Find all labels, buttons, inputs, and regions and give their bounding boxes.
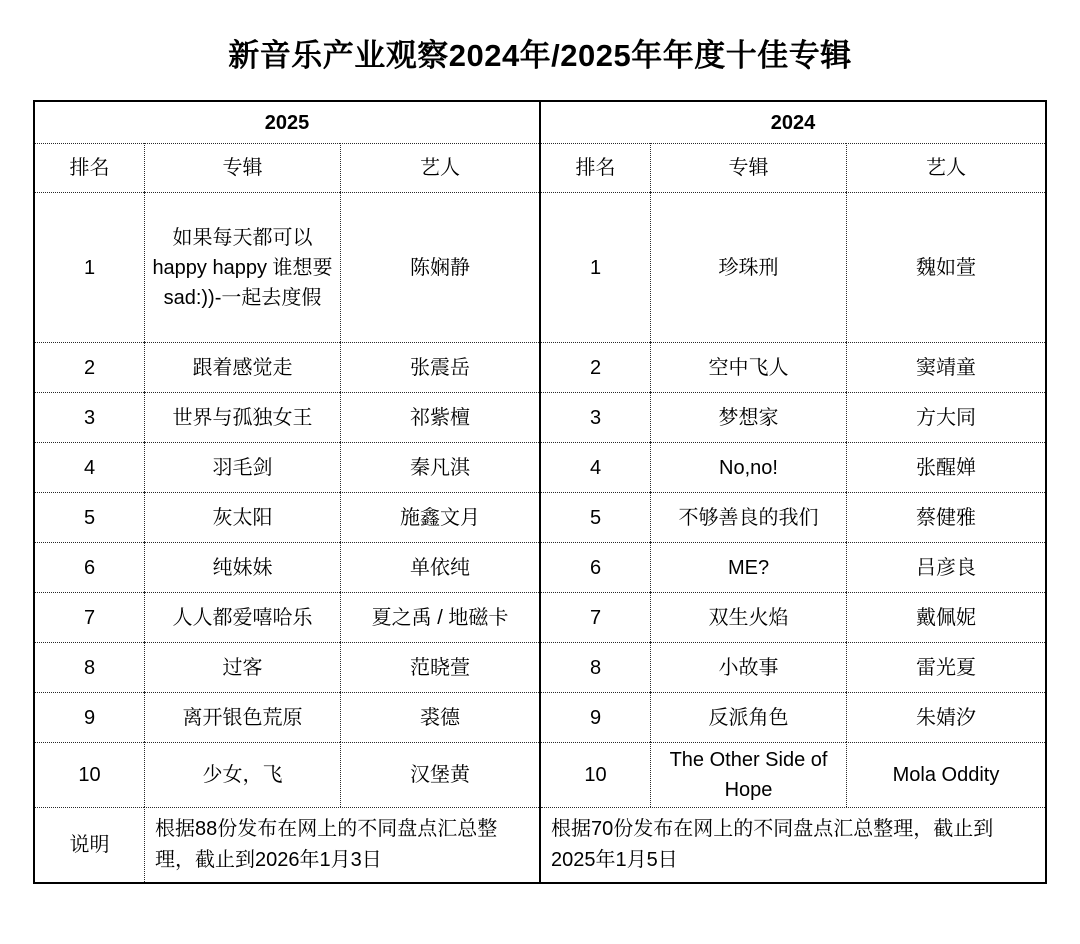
artist-cell: 魏如萱 <box>846 192 1045 342</box>
rank-cell: 3 <box>35 392 144 442</box>
rank-cell: 5 <box>35 492 144 542</box>
rank-cell: 6 <box>541 542 650 592</box>
album-cell: 珍珠刑 <box>650 192 846 342</box>
album-cell: 少女，飞 <box>144 742 340 807</box>
album-cell: 纯妹妹 <box>144 542 340 592</box>
rank-cell: 10 <box>35 742 144 807</box>
album-cell: The Other Side of Hope <box>650 742 846 807</box>
table-half-2024 <box>539 102 1043 882</box>
artist-cell: 裘德 <box>340 692 539 742</box>
year-header-2024: 2024 <box>770 111 816 134</box>
rank-cell: 2 <box>35 342 144 392</box>
top10-albums-table <box>33 100 1047 884</box>
col-header-artist: 艺人 <box>846 143 1045 192</box>
rank-cell: 2 <box>541 342 650 392</box>
artist-cell: 吕彦良 <box>846 542 1045 592</box>
album-cell: 灰太阳 <box>144 492 340 542</box>
artist-cell: Mola Oddity <box>846 742 1045 807</box>
table-half-2025 <box>35 102 539 882</box>
album-cell: 梦想家 <box>650 392 846 442</box>
artist-cell: 蔡健雅 <box>846 492 1045 542</box>
artist-cell: 单依纯 <box>340 542 539 592</box>
album-cell: 羽毛剑 <box>144 442 340 492</box>
artist-cell: 雷光夏 <box>846 642 1045 692</box>
col-header-rank: 排名 <box>35 143 144 192</box>
artist-cell: 祁紫檀 <box>340 392 539 442</box>
artist-cell: 施鑫文月 <box>340 492 539 542</box>
page <box>0 30 1080 884</box>
album-cell: 双生火焰 <box>650 592 846 642</box>
artist-cell: 陈娴静 <box>340 192 539 342</box>
artist-cell: 窦靖童 <box>846 342 1045 392</box>
album-cell: 空中飞人 <box>650 342 846 392</box>
artist-cell: 汉堡黄 <box>340 742 539 807</box>
rank-cell: 9 <box>541 692 650 742</box>
artist-cell: 张震岳 <box>340 342 539 392</box>
rank-cell: 1 <box>35 192 144 342</box>
rank-cell: 8 <box>541 642 650 692</box>
artist-cell: 朱婧汐 <box>846 692 1045 742</box>
rank-cell: 9 <box>35 692 144 742</box>
col-header-rank: 排名 <box>541 143 650 192</box>
rank-cell: 8 <box>35 642 144 692</box>
rank-cell: 4 <box>35 442 144 492</box>
rank-cell: 6 <box>35 542 144 592</box>
rank-cell: 7 <box>541 592 650 642</box>
artist-cell: 张醒婵 <box>846 442 1045 492</box>
album-cell: 离开银色荒原 <box>144 692 340 742</box>
album-cell: 跟着感觉走 <box>144 342 340 392</box>
album-cell: No,no! <box>650 442 846 492</box>
note-text-2025: 根据88份发布在网上的不同盘点汇总整理，截止到2026年1月3日 <box>144 807 539 882</box>
rank-cell: 7 <box>35 592 144 642</box>
album-cell: 人人都爱嘻哈乐 <box>144 592 340 642</box>
rank-cell: 10 <box>541 742 650 807</box>
artist-cell: 秦凡淇 <box>340 442 539 492</box>
artist-cell: 戴佩妮 <box>846 592 1045 642</box>
year-header-2025: 2025 <box>264 111 310 134</box>
artist-cell: 夏之禹 / 地磁卡 <box>340 592 539 642</box>
col-header-album: 专辑 <box>144 143 340 192</box>
album-cell: ME? <box>650 542 846 592</box>
note-label: 说明 <box>35 807 144 882</box>
col-header-artist: 艺人 <box>340 143 539 192</box>
col-header-album: 专辑 <box>650 143 846 192</box>
note-text-2024: 根据70份发布在网上的不同盘点汇总整理，截止到2025年1月5日 <box>541 807 1045 882</box>
rank-cell: 3 <box>541 392 650 442</box>
page-title: 新音乐产业观察2024年/2025年年度十佳专辑 <box>228 38 852 73</box>
rank-cell: 4 <box>541 442 650 492</box>
rank-cell: 1 <box>541 192 650 342</box>
album-cell: 反派角色 <box>650 692 846 742</box>
album-cell: 如果每天都可以happy happy 谁想要sad:))-一起去度假 <box>144 192 340 342</box>
rank-cell: 5 <box>541 492 650 542</box>
album-cell: 世界与孤独女王 <box>144 392 340 442</box>
album-cell: 不够善良的我们 <box>650 492 846 542</box>
album-cell: 过客 <box>144 642 340 692</box>
album-cell: 小故事 <box>650 642 846 692</box>
artist-cell: 范晓萱 <box>340 642 539 692</box>
artist-cell: 方大同 <box>846 392 1045 442</box>
